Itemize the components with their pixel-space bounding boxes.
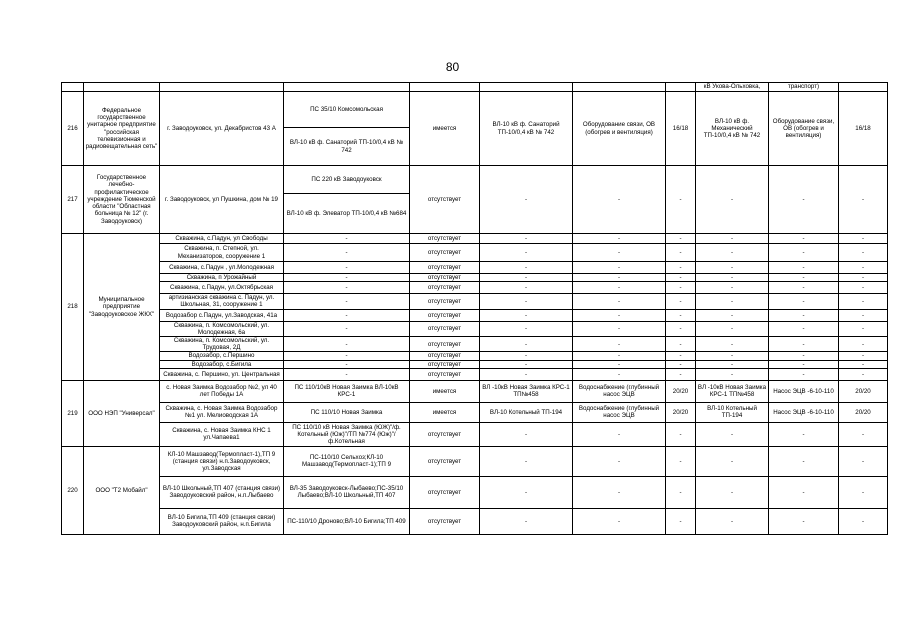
main-time-cell: - (666, 337, 696, 352)
reserve-consumer-cell: - (769, 476, 839, 508)
object-address: Скважина, п. Степной, ул. Механизаторов, сооружение 1 (160, 244, 284, 262)
main-line-cell: - (480, 422, 573, 446)
cell (62, 83, 84, 92)
main-line-cell: - (480, 368, 573, 380)
row-number: 220 (62, 446, 84, 534)
main-consumer-cell: - (573, 282, 666, 294)
table-row (62, 360, 888, 368)
main-line-cell: - (480, 476, 573, 508)
reserve-time-cell: - (839, 508, 888, 534)
reserve-line-cell: - (696, 508, 769, 534)
object-address: Скважина, с.Падун, ул.Октябрьская (160, 282, 284, 294)
reserve-line-cell: - (696, 321, 769, 336)
reserve-line-cell: - (696, 352, 769, 360)
reserve-time-cell: - (839, 337, 888, 352)
supply-line: - (284, 321, 410, 336)
main-consumer-cell: Водоснабжение (глубинный насос ЭЦВ (573, 380, 666, 402)
reserve-line-cell: ВЛ-10 кВ ф. Механический ТП-10/0,4 кВ № 742 (696, 92, 769, 166)
main-line-cell: - (480, 309, 573, 321)
reserve-time-cell: - (839, 282, 888, 294)
table-row (62, 166, 888, 194)
main-consumer-cell: Водоснабжение (глубинный насос ЭЦВ (573, 402, 666, 422)
reserve-consumer-cell: Насос ЭЦВ -6-10-110 (769, 380, 839, 402)
reserve-time-cell: - (839, 262, 888, 274)
supply-line: ПС-110/10 Сельхоз;КЛ-10 Машзавод(Термопласт-1);ТП 9 (284, 446, 410, 476)
reserve-line-cell: - (696, 262, 769, 274)
table-row (62, 508, 888, 534)
reserve-consumer-cell: - (769, 166, 839, 234)
cell (480, 83, 573, 92)
reserve-time-cell: 16/18 (839, 92, 888, 166)
row-number: 219 (62, 380, 84, 446)
status-cell: отсутствует (410, 274, 480, 282)
status-cell: отсутствует (410, 352, 480, 360)
table-row (62, 234, 888, 244)
reserve-line-cell: - (696, 476, 769, 508)
main-time-cell: - (666, 508, 696, 534)
supply-line: ПС 110/10 Новая Заимка (284, 402, 410, 422)
reserve-line-cell: - (696, 368, 769, 380)
main-time-cell: - (666, 360, 696, 368)
reserve-time-cell: - (839, 360, 888, 368)
reserve-consumer-cell: транспорт) (769, 83, 839, 92)
organization-name: Государственное лечебно-профилактическое учреждение Тюменской области "Областная больница № 12" (г. Заводоуковск) (84, 166, 160, 234)
object-address: Водозабор, с.Бигила (160, 360, 284, 368)
table-row (62, 244, 888, 262)
main-consumer-cell: - (573, 294, 666, 309)
main-consumer-cell: - (573, 166, 666, 234)
status-cell: отсутствует (410, 422, 480, 446)
page-number: 80 (445, 60, 460, 74)
main-line-cell: - (480, 274, 573, 282)
main-time-cell: 20/20 (666, 380, 696, 402)
object-address: ВЛ-10 Школьный,ТП 407 (станция связи) Заводоуковский район, н.п.Лыбаево (160, 476, 284, 508)
table-row (62, 380, 888, 402)
reserve-line-cell: - (696, 309, 769, 321)
object-address: г. Заводоуковск, ул. Декабристов 43 А (160, 92, 284, 166)
main-consumer-cell: - (573, 309, 666, 321)
reserve-consumer-cell: - (769, 321, 839, 336)
table-row (62, 92, 888, 128)
reserve-time-cell: - (839, 352, 888, 360)
reserve-consumer-cell: - (769, 352, 839, 360)
cell (84, 83, 160, 92)
cell (839, 83, 888, 92)
table-row (62, 402, 888, 422)
reserve-time-cell: 20/20 (839, 402, 888, 422)
cell (666, 83, 696, 92)
main-consumer-cell: - (573, 274, 666, 282)
object-address: Скважина, п Урожайный (160, 274, 284, 282)
reserve-line-cell: - (696, 360, 769, 368)
main-consumer-cell: - (573, 508, 666, 534)
main-time-cell: - (666, 321, 696, 336)
object-address: г. Заводоуковск, ул Пушкина, дом № 19 (160, 166, 284, 234)
organization-name: ООО НЭП "Универсал" (84, 380, 160, 446)
table-row (62, 476, 888, 508)
main-time-cell: - (666, 294, 696, 309)
organization-name: Муниципальное предприятие "Заводоуковское ЖКХ" (84, 234, 160, 381)
table-row (62, 368, 888, 380)
main-line-cell: ВЛ-10 Котельный ТП-194 (480, 402, 573, 422)
main-line-cell: - (480, 294, 573, 309)
main-consumer-cell: - (573, 321, 666, 336)
status-cell: отсутствует (410, 360, 480, 368)
status-cell: отсутствует (410, 309, 480, 321)
supply-line: - (284, 337, 410, 352)
supply-line: ПС 110/10кВ Новая Заимка ВЛ-10кВ КРС-1 (284, 380, 410, 402)
row-number: 218 (62, 234, 84, 381)
status-cell: отсутствует (410, 446, 480, 476)
reserve-time-cell: - (839, 446, 888, 476)
object-address: КЛ-10 Машзавод(Термопласт-1),ТП 9 (станция связи) н.п.Заводоуковск, ул.Заводская (160, 446, 284, 476)
cell (160, 83, 284, 92)
main-line-cell: ВЛ-10 кВ ф. Санаторий ТП-10/0,4 кВ № 742 (480, 92, 573, 166)
main-consumer-cell: - (573, 262, 666, 274)
status-cell: отсутствует (410, 321, 480, 336)
supply-line: - (284, 294, 410, 309)
reserve-consumer-cell: - (769, 282, 839, 294)
main-time-cell: 20/20 (666, 402, 696, 422)
reserve-time-cell: - (839, 274, 888, 282)
row-number: 217 (62, 166, 84, 234)
reserve-time-cell: - (839, 368, 888, 380)
supply-line: - (284, 282, 410, 294)
main-consumer-cell: - (573, 352, 666, 360)
main-time-cell: - (666, 234, 696, 244)
table-row (62, 446, 888, 476)
reserve-line-cell: ВЛ -10кВ Новая Заимка КРС-1 ТП№458 (696, 380, 769, 402)
main-line-cell: - (480, 337, 573, 352)
reserve-consumer-cell: - (769, 337, 839, 352)
main-time-cell: - (666, 476, 696, 508)
supply-line: - (284, 234, 410, 244)
table-row (62, 309, 888, 321)
object-address: Скважина, с. Новая Заимка Водозабор №1 ул. Мелиоводская 1А (160, 402, 284, 422)
supply-line: ПС 110/10 кВ Новая Заимка (ЮЖ)"/ф. Котельный (Юж)"/ТП №774 (Юж)"/ф.Котельная (284, 422, 410, 446)
main-line-cell: - (480, 446, 573, 476)
table-row (62, 337, 888, 352)
object-address: Скважина, с.Падун, ул Свободы (160, 234, 284, 244)
reserve-time-cell: - (839, 166, 888, 234)
object-address: с. Новая Заимка Водозабор №2, ул 40 лет Победы 1А (160, 380, 284, 402)
reserve-line-cell: - (696, 282, 769, 294)
main-line-cell: ВЛ -10кВ Новая Заимка КРС-1 ТП№458 (480, 380, 573, 402)
object-address: Водозабор с.Падун, ул.Заводская, 41а (160, 309, 284, 321)
organization-name: ООО "Т2 Мобайл" (84, 446, 160, 534)
reserve-time-cell: - (839, 234, 888, 244)
table-row (62, 422, 888, 446)
reserve-consumer-cell: - (769, 508, 839, 534)
main-time-cell: 16/18 (666, 92, 696, 166)
table-row (62, 262, 888, 274)
status-cell: отсутствует (410, 282, 480, 294)
main-time-cell: - (666, 166, 696, 234)
main-line-cell: - (480, 321, 573, 336)
status-cell: имеется (410, 92, 480, 166)
reserve-line-cell: - (696, 234, 769, 244)
status-cell: имеется (410, 402, 480, 422)
reserve-line-cell: - (696, 244, 769, 262)
status-cell: имеется (410, 380, 480, 402)
main-time-cell: - (666, 282, 696, 294)
main-line-cell: - (480, 508, 573, 534)
object-address: Скважина, п. Комсомольский, ул. Трудовая, 2Д (160, 337, 284, 352)
status-cell: отсутствует (410, 234, 480, 244)
reserve-consumer-cell: - (769, 274, 839, 282)
reserve-consumer-cell: - (769, 234, 839, 244)
main-consumer-cell: - (573, 368, 666, 380)
supply-line: - (284, 274, 410, 282)
reserve-line-cell: ВЛ-10 Котельный ТП-194 (696, 402, 769, 422)
reserve-consumer-cell: - (769, 244, 839, 262)
status-cell: отсутствует (410, 294, 480, 309)
supply-line: - (284, 352, 410, 360)
table-row (62, 83, 888, 92)
main-consumer-cell: - (573, 234, 666, 244)
supply-line: - (284, 262, 410, 274)
reserve-line-cell: кВ Укова-Ольховка, (696, 83, 769, 92)
supply-line: ПС-110/10 Дроново;ВЛ-10 Бигила;ТП 409 (284, 508, 410, 534)
status-cell: отсутствует (410, 476, 480, 508)
main-line-cell: - (480, 244, 573, 262)
cell (410, 83, 480, 92)
status-cell: отсутствует (410, 244, 480, 262)
reserve-consumer-cell: - (769, 360, 839, 368)
table-row (62, 321, 888, 336)
reserve-consumer-cell: - (769, 309, 839, 321)
object-address: ВЛ-10 Бигила,ТП 409 (станция связи) Заводоуковский район, н.п.Бигила (160, 508, 284, 534)
reserve-time-cell: - (839, 244, 888, 262)
main-time-cell: - (666, 274, 696, 282)
reserve-line-cell: - (696, 422, 769, 446)
reserve-time-cell: - (839, 422, 888, 446)
reserve-consumer-cell: - (769, 422, 839, 446)
reserve-line-cell: - (696, 337, 769, 352)
reserve-consumer-cell: Оборудование связи, ОВ (обогрев и вентиляция) (769, 92, 839, 166)
main-time-cell: - (666, 309, 696, 321)
main-time-cell: - (666, 352, 696, 360)
main-line-cell: - (480, 282, 573, 294)
reserve-time-cell: - (839, 294, 888, 309)
table-row (62, 274, 888, 282)
reserve-consumer-cell: Насос ЭЦВ -6-10-110 (769, 402, 839, 422)
reserve-time-cell: 20/20 (839, 380, 888, 402)
reserve-time-cell: - (839, 476, 888, 508)
reserve-consumer-cell: - (769, 294, 839, 309)
supply-line: ВЛ-10 кВ ф. Элеватор ТП-10/0,4 кВ №684 (284, 194, 410, 234)
object-address: артизианская скважина с. Падун, ул. Школьная, 31, сооружение 1 (160, 294, 284, 309)
main-consumer-cell: - (573, 422, 666, 446)
main-line-cell: - (480, 234, 573, 244)
supply-line: - (284, 309, 410, 321)
main-consumer-cell: - (573, 244, 666, 262)
main-consumer-cell: - (573, 476, 666, 508)
object-address: Скважина, с. Новая Заимка КНС 1 ул.Чапаева1 (160, 422, 284, 446)
main-time-cell: - (666, 368, 696, 380)
cell (573, 83, 666, 92)
supply-line: ВЛ-10 кВ ф. Санаторий ТП-10/0,4 кВ № 742 (284, 128, 410, 166)
reserve-line-cell: - (696, 294, 769, 309)
supply-line: - (284, 244, 410, 262)
supply-line: ПС 35/10 Комсомольская (284, 92, 410, 128)
main-consumer-cell: - (573, 360, 666, 368)
object-address: Скважина, с. Першино, ул. Центральная (160, 368, 284, 380)
cell (284, 83, 410, 92)
reserve-line-cell: - (696, 446, 769, 476)
main-consumer-cell: - (573, 446, 666, 476)
reserve-line-cell: - (696, 166, 769, 234)
main-consumer-cell: - (573, 337, 666, 352)
object-address: Скважина, с.Падун , ул.Молодежная (160, 262, 284, 274)
main-time-cell: - (666, 262, 696, 274)
supply-line: - (284, 368, 410, 380)
row-number: 216 (62, 92, 84, 166)
main-line-cell: - (480, 360, 573, 368)
main-line-cell: - (480, 352, 573, 360)
status-cell: отсутствует (410, 337, 480, 352)
table-row (62, 282, 888, 294)
object-address: Скважина, п. Комсомольский, ул. Молодежная, 6а (160, 321, 284, 336)
status-cell: отсутствует (410, 508, 480, 534)
reserve-time-cell: - (839, 321, 888, 336)
main-line-cell: - (480, 166, 573, 234)
table-row (62, 352, 888, 360)
reserve-consumer-cell: - (769, 446, 839, 476)
reserve-time-cell: - (839, 309, 888, 321)
table-row (62, 294, 888, 309)
main-consumer-cell: Оборудование связи, ОВ (обогрев и вентиляция) (573, 92, 666, 166)
status-cell: отсутствует (410, 262, 480, 274)
organization-name: Федеральное государственное унитарное предприятие "российская телевизионная и радиовещательная сеть" (84, 92, 160, 166)
supply-line: ВЛ-35 Заводоуковск-Лыбаево;ПС-35/10 Лыбаево;ВЛ-10 Школьный,ТП 407 (284, 476, 410, 508)
reserve-line-cell: - (696, 274, 769, 282)
main-time-cell: - (666, 422, 696, 446)
status-cell: отсутствует (410, 166, 480, 234)
data-table (61, 82, 888, 535)
supply-line: - (284, 360, 410, 368)
object-address: Водозабор, с.Першино (160, 352, 284, 360)
status-cell: отсутствует (410, 368, 480, 380)
main-time-cell: - (666, 244, 696, 262)
reserve-consumer-cell: - (769, 368, 839, 380)
main-line-cell: - (480, 262, 573, 274)
reserve-consumer-cell: - (769, 262, 839, 274)
supply-line: ПС 220 кВ Заводоуковск (284, 166, 410, 194)
main-time-cell: - (666, 446, 696, 476)
